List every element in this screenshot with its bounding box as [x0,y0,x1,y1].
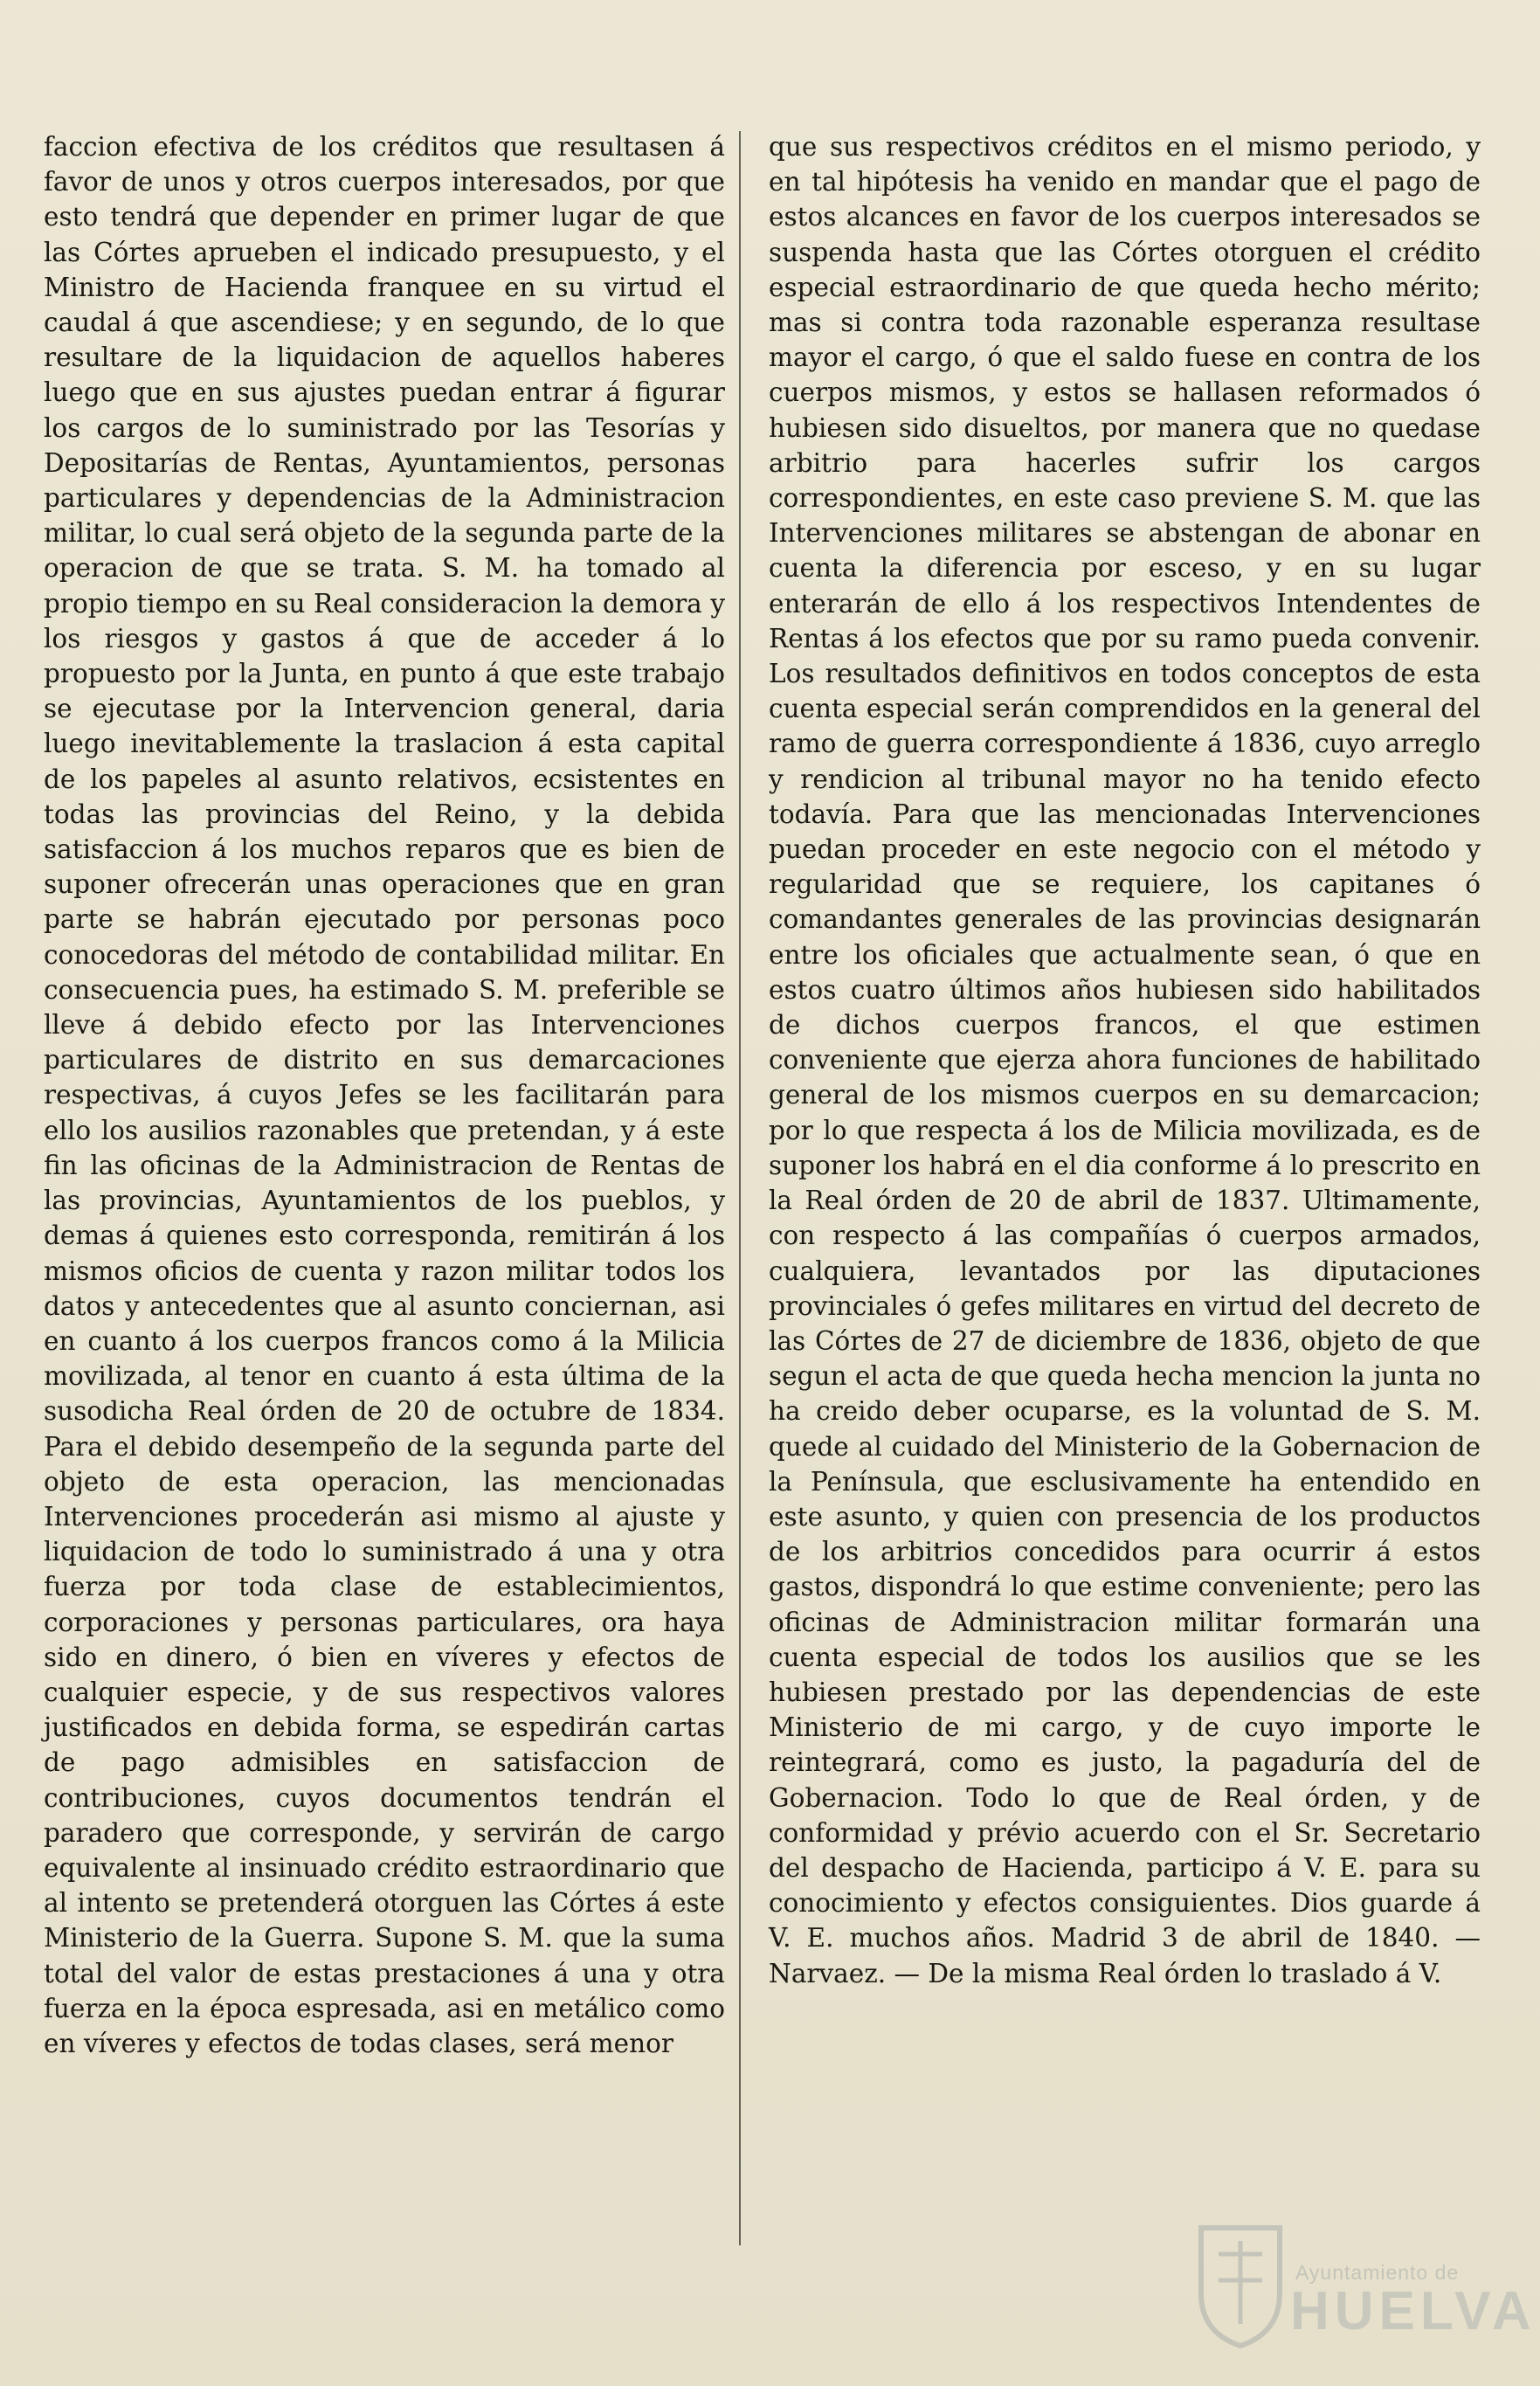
left-column [44,129,725,2061]
huelva-watermark [1192,2219,1537,2359]
watermark-big-text: HUELVA [1290,2281,1537,2341]
shield-icon [1192,2219,1288,2350]
column-divider [739,131,741,2245]
right-column-text: que sus respectivos créditos en el mismo periodo, y en tal hipótesis ha venido en mandar que el pago de estos alcances en favor de los cuerpos interesados se suspenda hasta que las Córtes otorguen el crédito especial estraordinario de que queda hecho mérito; mas si contra toda razonable esperanza resultase mayor el cargo, ó que el saldo fuese en contra de los cuerpos mismos, y estos se hallasen reformados ó hubiesen sido disueltos, por manera que no quedase arbitrio para hacerles sufrir los cargos correspondientes, en este caso previene S. M. que las Intervenciones militares se abstengan de abonar en cuenta la diferencia por esceso, y en su lugar enterarán de ello á los respectivos Intendentes de Rentas á los efectos que por su ramo pueda convenir. Los resultados definitivos en todos conceptos de esta cuenta especial serán comprendidos en la general del ramo de guerra correspondiente á 1836, cuyo arreglo y rendicion al tribunal mayor no ha tenido efecto todavía. Para que las mencionadas Intervenciones puedan proceder en este negocio con el método y regularidad que se requiere, los capitanes ó comandantes generales de las provincias designarán entre los oficiales que actualmente sean, ó que en estos cuatro últimos años hubiesen sido habilitados de dichos cuerpos francos, el que estimen conveniente que ejerza ahora funciones de habilitado general de los mismos cuerpos en su demarcacion; por lo que respecta á los de Milicia movilizada, es de suponer los habrá en el dia conforme á lo prescrito en la Real órden de 20 de abril de 1837. Ultimamente, con respecto á las compañías ó cuerpos armados, cualquiera, levantados por las diputaciones provinciales ó gefes militares en virtud del decreto de las Córtes de 27 de diciembre de 1836, objeto de que segun el acta de que queda hecha mencion la junta no ha creido deber ocuparse, es la voluntad de S. M. quede al cuidado del Ministerio de la Gobernacion de la Península, que esclusivamente ha entendido en este asunto, y quien con presencia de los productos de los arbitrios concedidos para ocurrir á estos gastos, dispondrá lo que estime conveniente; pero las oficinas de Administracion militar formarán una cuenta especial de todos los ausilios que se les hubiesen prestado por las dependencias de este Ministerio de mi cargo, y de cuyo importe le reintegrará, como es justo, la pagaduría del de Gobernacion. Todo lo que de Real órden, y de conformidad y prévio acuerdo con el Sr. Secretario del despacho de Hacienda, participo á V. E. para su conocimiento y efectos consiguientes. Dios guarde á V. E. muchos años. Madrid 3 de abril de 1840. — Narvaez. — De la misma Real órden lo traslado á V. [769,132,1481,1988]
left-column-text: faccion efectiva de los créditos que resultasen á favor de unos y otros cuerpos interesados, por que esto tendrá que depender en primer lugar de que las Córtes aprueben el indicado presupuesto, y el Ministro de Hacienda franquee en su virtud el caudal á que ascendiese; y en segundo, de lo que resultare de la liquidacion de aquellos haberes luego que en sus ajustes puedan entrar á figurar los cargos de lo suministrado por las Tesorías y Depositarías de Rentas, Ayuntamientos, personas particulares y dependencias de la Administracion militar, lo cual será objeto de la segunda parte de la operacion de que se trata. S. M. ha tomado al propio tiempo en su Real consideracion la demora y los riesgos y gastos á que de acceder á lo propuesto por la Junta, en punto á que este trabajo se ejecutase por la Intervencion general, daria luego inevitablemente la traslacion á esta capital de los papeles al asunto relativos, ecsistentes en todas las provincias del Reino, y la debida satisfaccion á los muchos reparos que es bien de suponer ofrecerán unas operaciones que en gran parte se habrán ejecutado por personas poco conocedoras del método de contabilidad militar. En consecuencia pues, ha estimado S. M. preferible se lleve á debido efecto por las Intervenciones particulares de distrito en sus demarcaciones respectivas, á cuyos Jefes se les facilitarán para ello los ausilios razonables que pretendan, y á este fin las oficinas de la Administracion de Rentas de las provincias, Ayuntamientos de los pueblos, y demas á quienes esto corresponda, remitirán á los mismos oficios de cuenta y razon militar todos los datos y antecedentes que al asunto conciernan, asi en cuanto á los cuerpos francos como á la Milicia movilizada, al tenor en cuanto á esta última de la susodicha Real órden de 20 de octubre de 1834. Para el debido desempeño de la segunda parte del objeto de esta operacion, las mencionadas Intervenciones procederán asi mismo al ajuste y liquidacion de todo lo suministrado á una y otra fuerza por toda clase de establecimientos, corporaciones y personas particulares, ora haya sido en dinero, ó bien en víveres y efectos de cualquier especie, y de sus respectivos valores justificados en debida forma, se espedirán cartas de pago admisibles en satisfaccion de contribuciones, cuyos documentos tendrán el paradero que corresponde, y servirán de cargo equivalente al insinuado crédito estraordinario que al intento se pretenderá otorguen las Córtes á este Ministerio de la Guerra. Supone S. M. que la suma total del valor de estas prestaciones á una y otra fuerza en la época espresada, asi en metálico como en víveres y efectos de todas clases, será menor [44,132,725,2058]
right-column [769,129,1481,1991]
watermark-small-text: Ayuntamiento de [1295,2261,1460,2284]
